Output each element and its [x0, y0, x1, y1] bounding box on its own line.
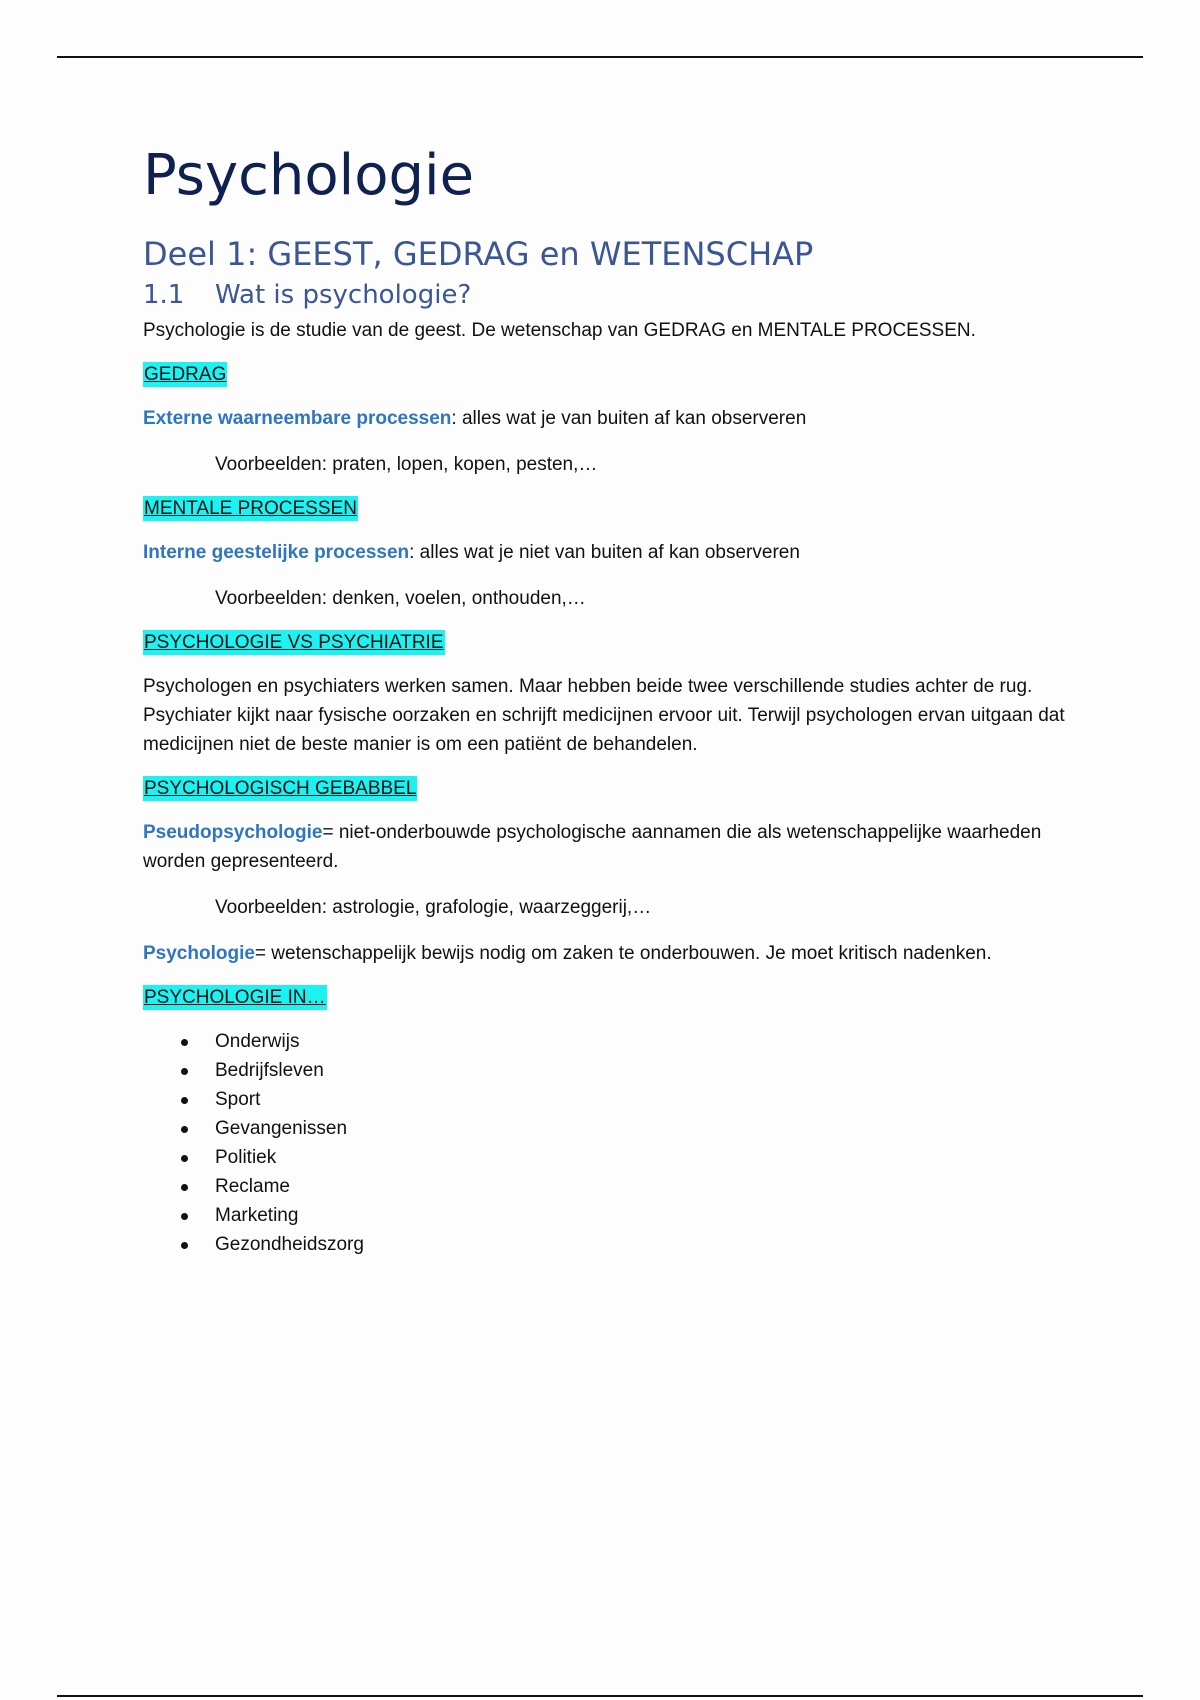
term-psychologie: Psychologie: [143, 943, 255, 964]
list-item: Sport: [143, 1085, 1073, 1114]
header-rule: [57, 56, 1143, 58]
psychologie-definition: [143, 939, 1073, 968]
list-item: Onderwijs: [143, 1027, 1073, 1056]
term-interne: Interne geestelijke processen: [143, 542, 410, 563]
mentale-definition-text: : alles wat je niet van buiten af kan observeren: [409, 542, 800, 563]
document-title: Psychologie: [143, 143, 475, 208]
section-title: Wat is psychologie?: [215, 280, 472, 310]
list-item: Marketing: [143, 1201, 1073, 1230]
list-item: Politiek: [143, 1143, 1073, 1172]
pseudopsychologie-definition: [143, 818, 1073, 876]
label-psychologie-vs-psychiatrie: PSYCHOLOGIE VS PSYCHIATRIE: [144, 632, 444, 653]
gedrag-definition-text: : alles wat je van buiten af kan observeren: [451, 408, 807, 429]
term-externe: Externe waarneembare processen: [143, 408, 452, 429]
list-item: Bedrijfsleven: [143, 1056, 1073, 1085]
gedrag-definition: [143, 404, 1073, 433]
label-psychologisch-gebabbel: PSYCHOLOGISCH GEBABBEL: [144, 778, 417, 799]
list-item: Gezondheidszorg: [143, 1230, 1073, 1259]
psychologie-text: = wetenschappelijk bewijs nodig om zaken te onderbouwen. Je moet kritisch nadenken.: [254, 943, 992, 964]
label-psychologie-in: PSYCHOLOGIE IN…: [144, 987, 326, 1008]
domains-list: [143, 1027, 1073, 1259]
list-item: Reclame: [143, 1172, 1073, 1201]
section-heading: [143, 282, 1073, 308]
document-page: [143, 130, 1073, 1259]
part-heading: Deel 1: GEEST, GEDRAG en WETENSCHAP: [143, 235, 814, 273]
section-number: 1.1: [143, 280, 185, 310]
footer-rule: [57, 1695, 1143, 1697]
gedrag-examples: Voorbeelden: praten, lopen, kopen, pesten,…: [215, 454, 598, 475]
list-item: Gevangenissen: [143, 1114, 1073, 1143]
label-gedrag: GEDRAG: [144, 364, 227, 385]
intro-paragraph: Psychologie is de studie van de geest. De wetenschap van GEDRAG en MENTALE PROCESSEN.: [143, 320, 976, 341]
term-pseudopsychologie: Pseudopsychologie: [143, 822, 323, 843]
mentale-examples: Voorbeelden: denken, voelen, onthouden,…: [215, 588, 586, 609]
label-mentale-processen: MENTALE PROCESSEN: [144, 498, 357, 519]
mentale-definition: [143, 538, 1073, 567]
pseudopsychologie-text: = niet-onderbouwde psychologische aannamen die als wetenschappelijke waarheden worden gepresenteerd.: [143, 822, 1042, 872]
vs-paragraph: Psychologen en psychiaters werken samen. Maar hebben beide twee verschillende studies achter de rug. Psychiater kijkt naar fysische oorzaken en schrijft medicijnen ervoor uit. Terwijl psychologen ervan uitgaan dat medicijnen niet de beste manier is om een patiënt de behandelen.: [143, 676, 1065, 755]
pseudo-examples: Voorbeelden: astrologie, grafologie, waarzeggerij,…: [215, 897, 652, 918]
